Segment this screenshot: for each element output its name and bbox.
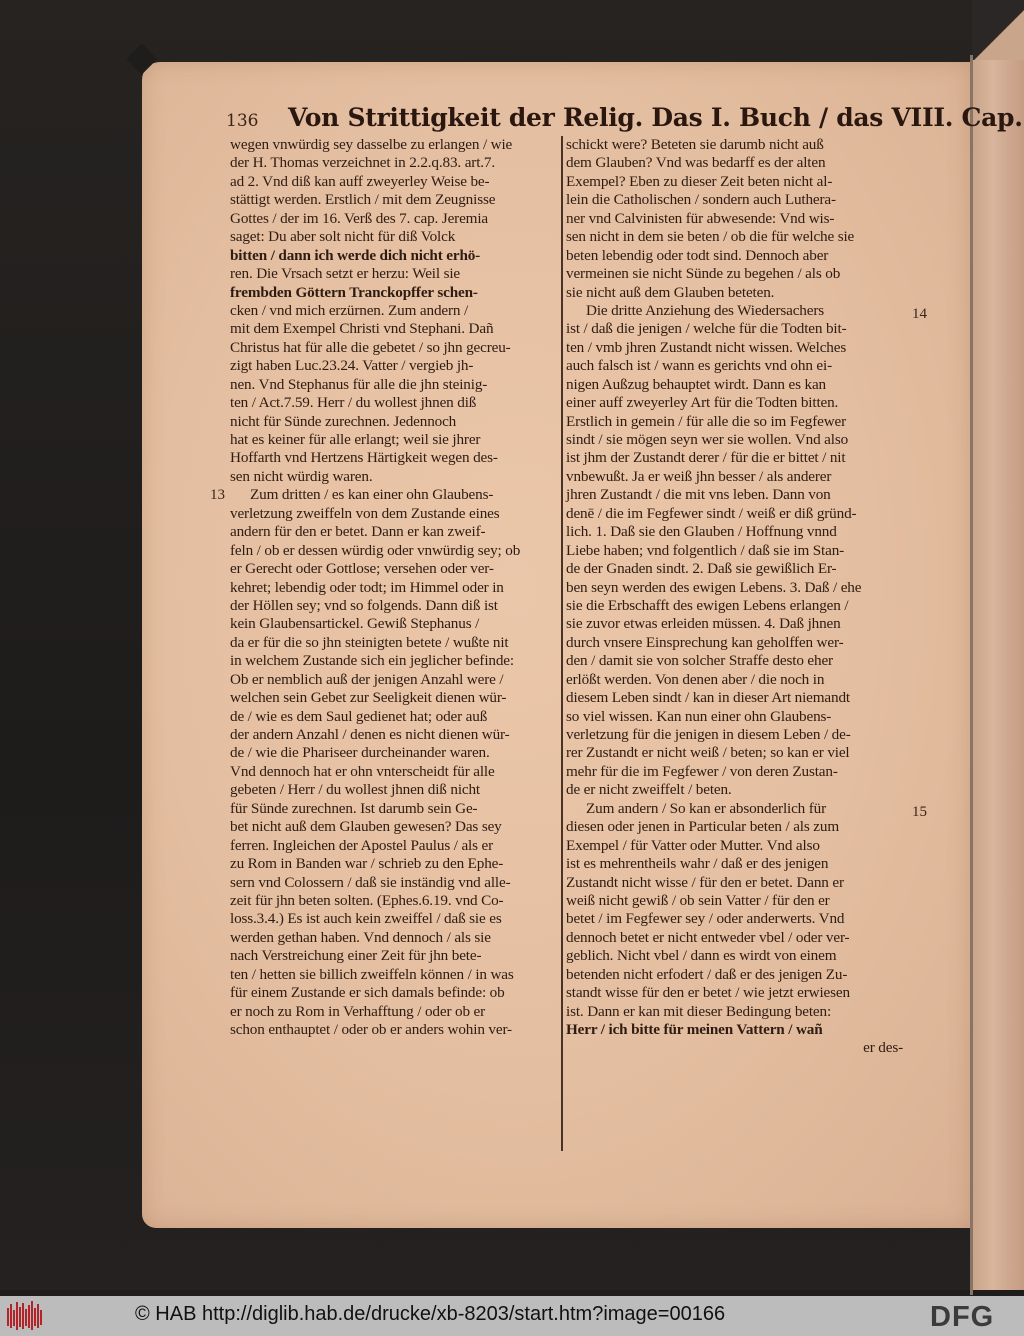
text-line: lein die Catholischen / sondern auch Luthera- [566, 191, 836, 209]
text-line: ist. Dann er kan mit dieser Bedingung beten: [566, 1002, 832, 1020]
text-line: werden gethan haben. Vnd dennoch / als sie [230, 928, 491, 946]
text-line: Zum andern / So kan er absonderlich für [586, 799, 827, 817]
text-line: Herr / ich bitte für meinen Vattern / wañ [566, 1021, 823, 1038]
text-line: de / wie die Phariseer durcheinander waren. [230, 744, 490, 762]
copyright-url: © HAB http://diglib.hab.de/drucke/xb-8203/start.htm?image=00166 [135, 1303, 726, 1325]
column-rule [561, 136, 563, 1151]
text-line: geblich. Nicht vbel / dann es wirdt von einem [566, 947, 837, 965]
text-line: für Sünde zurechnen. Ist darumb sein Ge- [230, 799, 478, 817]
text-line: frembden Göttern Tranckopffer schen- [230, 283, 478, 301]
text-line: ten / vmb jhren Zustandt nicht wissen. Welches [566, 338, 847, 356]
text-line: verletzung für die jenigen in diesem Leben / de- [566, 726, 851, 743]
footer-bar [0, 1296, 1024, 1336]
text-line: Erstlich in gemein / für alle die so im Fegfewer [566, 412, 847, 430]
text-line: ad 2. Vnd diß kan auff zweyerley Weise be- [230, 172, 490, 190]
text-line: erlößt werden. Von denen aber / die noch in [566, 670, 825, 688]
text-line: schickt were? Beteten sie darumb nicht auß [566, 136, 824, 153]
text-line: feln / ob er dessen würdig oder vnwürdig sey; ob [230, 541, 521, 559]
page-header [226, 103, 1023, 137]
text-line: schon enthauptet / oder ob er anders wohin ver- [230, 1021, 512, 1038]
text-line: de / wie es dem Saul gedienet hat; oder auß [230, 707, 488, 725]
left-text-column [230, 136, 555, 1039]
text-line: er noch zu Rom in Verhafftung / oder ob er [230, 1002, 486, 1020]
text-line: Christus hat für alle die gebetet / so jhn gecreu- [230, 338, 511, 356]
text-line: denē / die im Fegfewer sindt / weiß er diß gründ- [566, 504, 857, 522]
text-line: bitten / dann ich werde dich nicht erhö- [230, 246, 481, 264]
text-line: nen. Vnd Stephanus für alle die jhn steinig- [230, 375, 488, 393]
text-line: andern für den er betet. Dann er kan zweif- [230, 523, 486, 541]
text-line: mit dem Exempel Christi vnd Stephani. Dañ [230, 320, 494, 338]
next-page-corner [972, 0, 1024, 60]
right-text-column [566, 136, 903, 1058]
text-line: kehret; lebendig oder todt; im Himmel oder in [230, 578, 504, 596]
text-line: standt wisse für den er betet / wie jetzt erwiesen [566, 984, 850, 1002]
text-line: ferren. Ingleichen der Apostel Paulus / als er [230, 836, 494, 854]
text-line: de der Gnaden sindt. 2. Daß sie gewißlich Er- [566, 560, 837, 578]
text-line: de er nicht zweiffelt / beten. [566, 781, 732, 799]
hab-logo-icon [6, 1300, 46, 1332]
text-line: betet / im Fegfewer sey / oder anderwerts. Vnd [566, 910, 845, 928]
text-line: sie zuvor etwas erleiden müssen. 4. Daß jhnen [566, 615, 841, 633]
margin-section-number: 15 [912, 804, 927, 821]
text-line: welchen sein Gebet zur Seeligkeit dienen wür- [230, 689, 507, 707]
text-line: weiß nicht gewiß / ob sein Vatter / für den er [566, 891, 830, 909]
margin-section-number: 14 [912, 306, 927, 323]
next-page-edge [972, 0, 1024, 1290]
text-line: sen nicht würdig waren. [230, 467, 373, 485]
text-line: er Gerecht oder Gottlose; versehen oder ver- [230, 560, 494, 578]
text-line: nigen Außzug behauptet wirdt. Dann es kan [566, 375, 826, 393]
text-line: nicht für Sünde zurechnen. Jedennoch [230, 412, 457, 430]
text-line: Exempel / für Vatter oder Mutter. Vnd also [566, 836, 820, 854]
text-line: der Höllen sey; vnd so folgends. Dann diß ist [230, 596, 498, 614]
text-line: durch vnsere Einsprechung kan geholffen wer- [566, 633, 844, 651]
text-line: Zustandt nicht wisse / für den er betet. Dann er [566, 873, 844, 891]
text-line: Liebe haben; vnd folgentlich / daß sie im Stan- [566, 541, 845, 559]
text-line: ist jhm der Zustandt derer / für die er bittet / nit [566, 449, 846, 467]
text-line: lich. 1. Daß sie den Glauben / Hoffnung vnnd [566, 523, 837, 541]
text-line: Die dritte Anziehung des Wiedersachers [586, 301, 825, 319]
text-line: diesen oder jenen in Particular beten / als zum [566, 818, 839, 836]
text-line: kein Glaubensartickel. Gewiß Stephanus / [230, 615, 480, 633]
text-line: Gottes / der im 16. Verß des 7. cap. Jeremia [230, 209, 488, 227]
text-line: vnbewußt. Ja er weiß jhn besser / als anderer [566, 467, 832, 485]
text-line: dennoch betet er nicht entweder vbel / oder ver- [566, 928, 850, 946]
text-line: Zum dritten / es kan einer ohn Glaubens- [250, 486, 494, 504]
text-line: beten lebendig oder todt sind. Dennoch aber [566, 246, 829, 264]
text-line: ren. Die Vrsach setzt er herzu: Weil sie [230, 265, 460, 283]
text-line: da er für die so jhn steinigten betete / wußte nit [230, 633, 509, 651]
text-line: ten / hetten sie billich zweiffeln können / in was [230, 965, 514, 983]
text-line: ten / Act.7.59. Herr / du wollest jhnen diß [230, 394, 477, 412]
text-line: sie die Erbschafft des ewigen Lebens erlangen / [566, 596, 849, 614]
text-line: ist es mehrentheils wahr / daß er des jenigen [566, 855, 829, 873]
text-line: Ob er nemblich auß der jenigen Anzahl were / [230, 670, 504, 688]
text-line: sindt / sie mögen seyn wer sie wollen. Vnd also [566, 431, 849, 448]
text-line: Exempel? Eben zu dieser Zeit beten nicht al- [566, 172, 833, 190]
text-line: betenden nicht erfodert / daß er des jenigen Zu- [566, 965, 848, 983]
text-line: stättigt werden. Erstlich / mit dem Zeugnisse [230, 191, 496, 209]
dfg-logo: DFG [930, 1301, 995, 1333]
text-line: cken / vnd mich erzürnen. Zum andern / [230, 301, 469, 319]
margin-section-number: 13 [210, 486, 225, 503]
text-line: mehr für die im Fegfewer / von deren Zustan- [566, 762, 838, 780]
text-line: Vnd dennoch hat er ohn vnterscheidt für alle [230, 762, 495, 780]
text-line: saget: Du aber solt nicht für diß Volck [230, 228, 456, 246]
running-title: Von Strittigkeit der Relig. Das I. Buch / das VIII. Cap. [288, 103, 1023, 132]
text-line: für einem Zustande er sich damals befinde: ob [230, 984, 505, 1002]
text-line: loss.3.4.) Es ist auch kein zweiffel / daß sie es [230, 910, 502, 928]
text-line: hat es keiner für alle erlangt; weil sie jhrer [230, 431, 481, 448]
text-line: der andern Anzahl / denen es nicht dienen wür- [230, 726, 510, 743]
text-line: bet nicht auß dem Glauben gewesen? Das sey [230, 818, 502, 836]
text-line: ner vnd Calvinisten für abwesende: Vnd wis- [566, 209, 835, 227]
text-line: sie nicht auß dem Glauben beteten. [566, 283, 775, 301]
text-line: zeit für jhn beten solten. (Ephes.6.19. vnd Co- [230, 891, 504, 909]
text-line: er des- [863, 1039, 903, 1057]
text-line: der H. Thomas verzeichnet in 2.2.q.83. art.7. [230, 154, 496, 172]
page-number: 136 [226, 111, 259, 131]
text-line: in welchem Zustande sich ein jeglicher befinde: [230, 652, 514, 670]
text-line: rer Zustandt er nicht weiß / beten; so kan er viel [566, 744, 850, 762]
text-line: wegen vnwürdig sey dasselbe zu erlangen / wie [230, 136, 513, 153]
text-line: einer auff zweyerley Art für die Todten bitten. [566, 394, 839, 412]
text-line: verletzung zweiffeln von dem Zustande eines [230, 504, 500, 522]
text-line: Hoffarth vnd Hertzens Härtigkeit wegen des- [230, 449, 498, 467]
text-line: ben seyn werden des ewigen Lebens. 3. Daß / ehe [566, 578, 862, 596]
text-line: nach Verstreichung einer Zeit für jhn bete- [230, 947, 482, 965]
text-line: zu Rom in Banden war / schrieb zu den Ephe- [230, 855, 504, 873]
text-line: sern vnd Colossern / daß sie inständig vnd alle- [230, 873, 511, 891]
text-line: diesem Leben sindt / kan in dieser Art niemandt [566, 689, 850, 707]
text-line: zigt haben Luc.23.24. Vatter / vergieb jh- [230, 357, 474, 375]
text-line: vermeinen sie nicht Sünde zu begehen / als ob [566, 265, 841, 283]
text-line: so viel wissen. Kan nun einer ohn Glaubens- [566, 707, 832, 725]
text-line: den / damit sie von solcher Straffe desto eher [566, 652, 833, 670]
text-line: jhren Zustandt / die mit vns leben. Dann von [566, 486, 831, 504]
text-line: auch falsch ist / wann es gerichts vnd ohn ei- [566, 357, 832, 375]
gutter-line [970, 55, 973, 1295]
text-line: dem Glauben? Vnd was bedarff es der alten [566, 154, 826, 172]
text-line: ist / daß die jenigen / welche für die Todten bit- [566, 320, 847, 338]
text-line: sen nicht in dem sie beten / ob die für welche sie [566, 228, 855, 246]
text-line: gebeten / Herr / du wollest jhnen diß nicht [230, 781, 480, 799]
